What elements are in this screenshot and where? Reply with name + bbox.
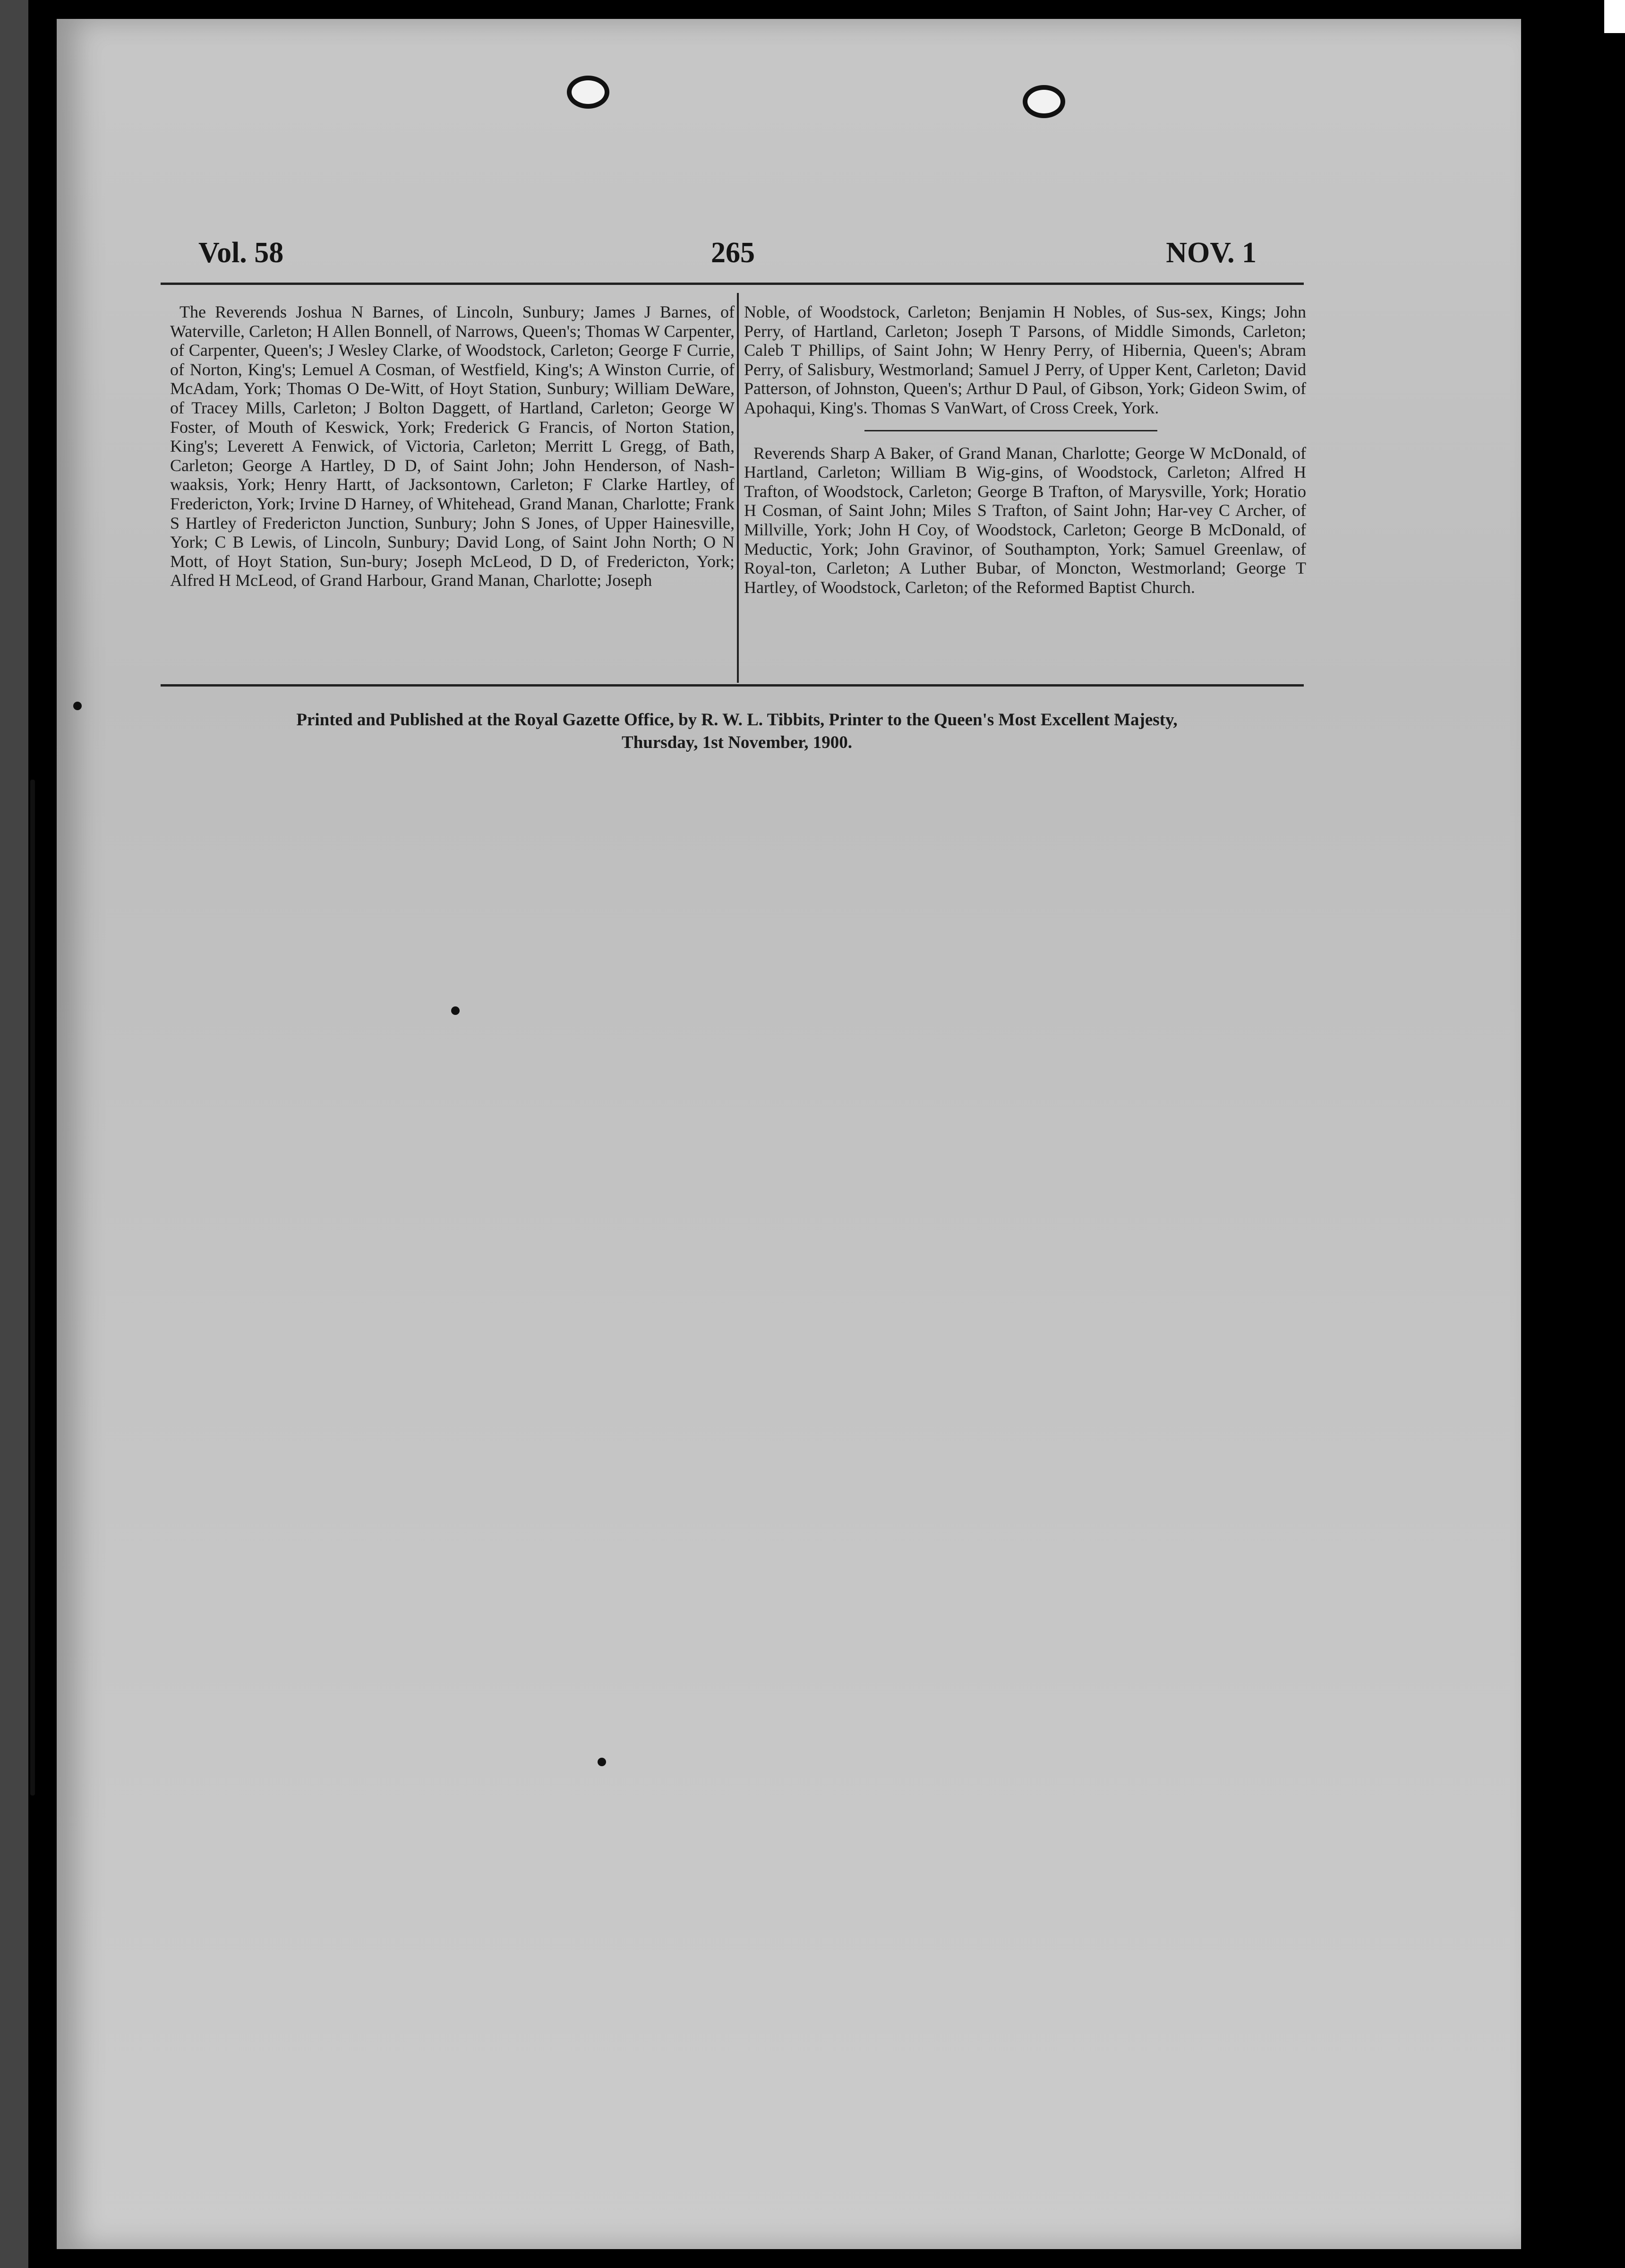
left-border-strip [0,0,28,2268]
volume-label: Vol. 58 [198,237,284,269]
reformed-baptist-paragraph: Reverends Sharp A Baker, of Grand Manan, Charlotte; George W McDonald, of Hartland, Carleton; William B Wig-gins, of Woodstock, Carleton; Alfred H Trafton, of Woodstock, Carleton; George B Trafton, of Marysville, York; Horatio H Cosman, of Saint John; Miles S Trafton, of Saint John; Har-vey C Archer, of Millville, York; John H Coy, of Woodstock, Carleton; George B McDonald, of Meductic, York; John Gravinor, of Southampton, York; Samuel Greenlaw, of Royal-ton, Carleton; A Luther Bubar, of Moncton, Westmorland; George T Hartley, of Woodstock, Carleton; of the Reformed Baptist Church. [744,443,1306,597]
punch-hole-right [1023,85,1065,118]
page-header [198,236,1257,279]
imprint-line-1: Printed and Published at the Royal Gazette Office, by R. W. L. Tibbits, Printer to the Queen's Most Excellent Majesty, [296,710,1178,730]
punch-hole-left [567,76,609,109]
header-rule [161,283,1304,285]
ink-speck [73,702,82,710]
page-number: 265 [711,237,755,269]
ink-speck [451,1006,460,1015]
issue-date: NOV. 1 [1166,237,1257,269]
section-rule [864,430,1157,431]
corner-mark [1604,0,1625,33]
binding-edge [30,780,35,1796]
imprint [170,709,1304,754]
clergy-list-paragraph: The Reverends Joshua N Barnes, of Lincoln, Sunbury; James J Barnes, of Waterville, Carleton; H Allen Bonnell, of Narrows, Queen's; Thomas W Carpenter, of Carpenter, Queen's; J Wesley Clarke, of Woodstock, Carleton; George F Currie, of Norton, King's; Lemuel A Cosman, of Westfield, King's; A Winston Currie, of McAdam, York; Thomas O De-Witt, of Hoyt Station, Sunbury; William DeWare, of Tracey Mills, Carleton; J Bolton Daggett, of Hartland, Carleton; George W Foster, of Mouth of Keswick, York; Frederick G Francis, of Norton Station, King's; Leverett A Fenwick, of Victoria, Carleton; Merritt L Gregg, of Bath, Carleton; George A Hartley, D D, of Saint John; John Henderson, of Nash-waaksis, York; Henry Hartt, of Jacksontown, Carleton; F Clarke Hartley, of Fredericton, York; Irvine D Harney, of Whitehead, Grand Manan, Charlotte; Frank S Hartley of Fredericton Junction, Sunbury; John S Jones, of Upper Hainesville, York; C B Lewis, of Lincoln, Sunbury; David Long, of Saint John North; O N Mott, of Hoyt Station, Sun-bury; Joseph McLeod, D D, of Fredericton, York; Alfred H McLeod, of Grand Harbour, Grand Manan, Charlotte; Joseph [170,302,735,590]
footer-rule [161,684,1304,687]
ink-speck [598,1758,606,1766]
clergy-list-continued: Noble, of Woodstock, Carleton; Benjamin H Nobles, of Sus-sex, Kings; John Perry, of Hartland, Carleton; Joseph T Parsons, of Middle Simonds, Carleton; Caleb T Phillips, of Saint John; W Henry Perry, of Hibernia, Queen's; Abram Perry, of Salisbury, Westmorland; Samuel J Perry, of Upper Kent, Carleton; David Patterson, of Johnston, Queen's; Arthur D Paul, of Gibson, York; Gideon Swim, of Apohaqui, King's. Thomas S VanWart, of Cross Creek, York. [744,302,1306,417]
column-divider [737,293,739,683]
imprint-line-2: Thursday, 1st November, 1900. [622,733,852,752]
right-column [744,302,1306,597]
left-column [170,302,735,590]
